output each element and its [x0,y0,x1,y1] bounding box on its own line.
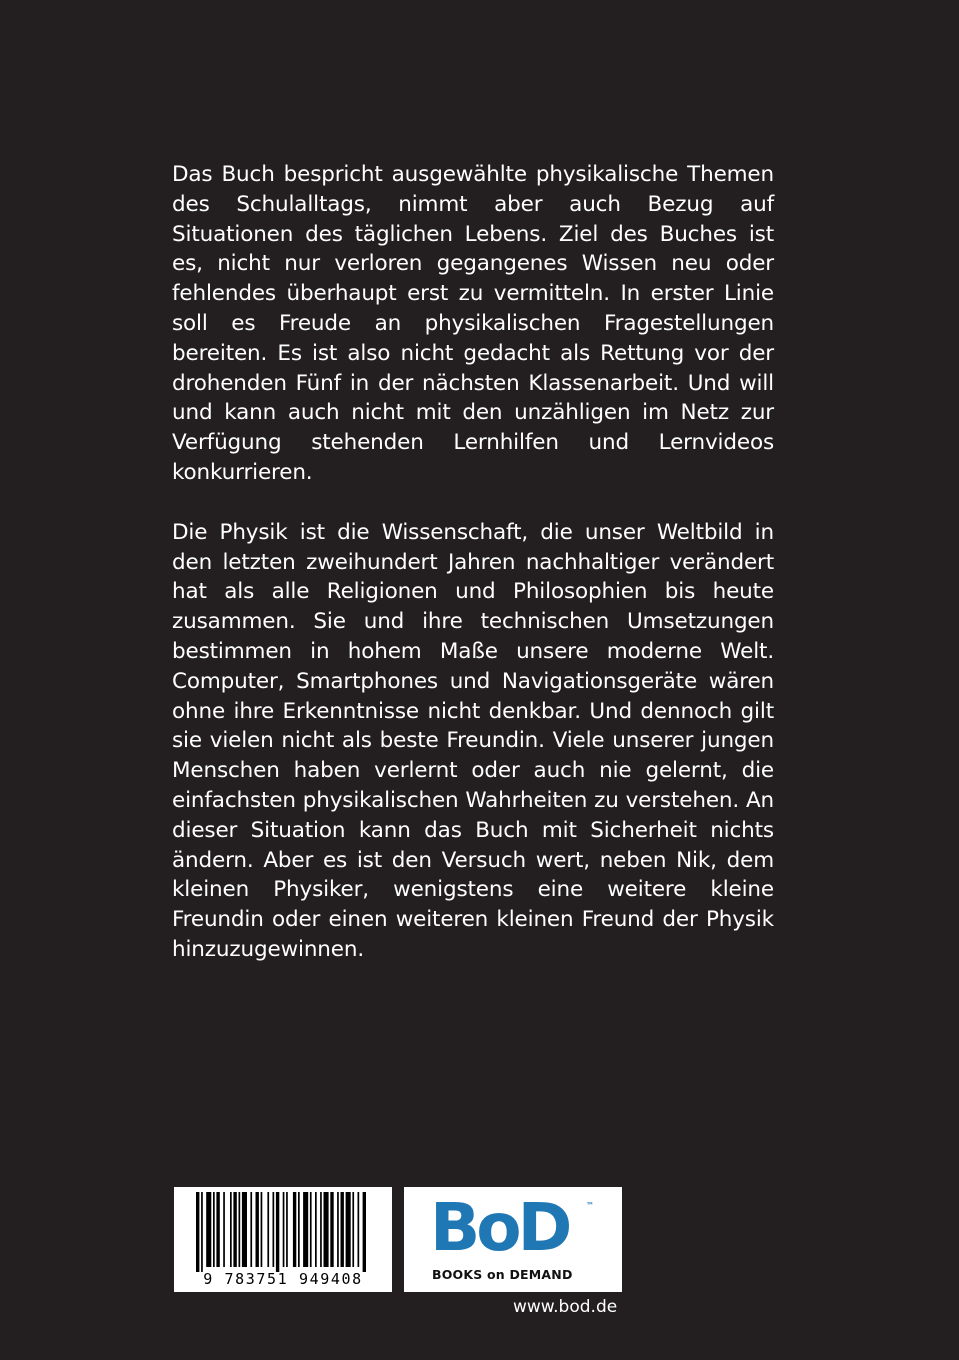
barcode-bar [286,1192,288,1267]
barcode-bar [201,1192,203,1272]
barcode-bar [242,1192,247,1267]
barcode-bar [363,1192,366,1272]
isbn-barcode [174,1187,392,1292]
back-cover-blurb [172,160,774,965]
barcode-bar [324,1192,329,1267]
barcode-bar [261,1192,263,1267]
barcode-bar [303,1192,308,1267]
barcode-bar [310,1192,312,1267]
barcode-bar [233,1192,236,1267]
barcode-bar [196,1192,199,1272]
barcode-bar [213,1192,215,1267]
barcode-bar [341,1192,344,1267]
barcode-bar [239,1192,241,1267]
blurb-paragraph-2: Die Physik ist die Wissenschaft, die unser Weltbild in den letzten zweihundert Jahren nachhaltiger verändert hat als alle Religionen und Philosophien bis heute zusammen. Sie und ihre technischen Umsetzungen bestimmen in hohem Maße unsere moderne Welt. Computer, Smartphones und Navigationsgeräte wären ohne ihre Erkenntnisse nicht denkbar. Und dennoch gilt sie vielen nicht als beste Freundin. Viele unserer jungen Menschen haben verlernt oder auch nie gelernt, die einfachsten physikalischen Wahrheiten zu verstehen. An dieser Situation kann das Buch mit Sicherheit nichts ändern. Aber es ist den Versuch wert, neben Nik, dem kleinen Physiker, wenigstens eine weitere kleine Freundin oder einen weiteren kleinen Freund der Physik hinzuzugewinnen. [172,519,774,962]
barcode-bar [273,1192,275,1267]
barcode-bar [315,1192,317,1267]
publisher-website: www.bod.de [513,1297,618,1317]
barcode-bar [206,1192,211,1267]
barcode-bar [216,1192,219,1267]
barcode-bar [256,1192,259,1267]
barcode-bar [276,1192,279,1272]
barcode-bar [358,1192,360,1267]
publisher-logo [404,1187,622,1292]
barcode-bar [346,1192,351,1267]
barcode-bar [352,1192,354,1267]
barcode-bar [337,1192,339,1267]
publisher-tagline: BOOKS on DEMAND [432,1267,573,1282]
barcode-bar [230,1192,232,1267]
barcode-bar [267,1192,269,1267]
barcode-bar [223,1192,225,1267]
bod-logo-text: BoD [430,1189,569,1266]
trademark-symbol: ™ [586,1201,594,1210]
isbn-digits: 9 783751 949408 [203,1270,363,1288]
barcode-bar [320,1192,322,1267]
barcode-bar [283,1192,285,1267]
barcode-bar [293,1192,296,1267]
barcode-bar [298,1192,300,1267]
blurb-paragraph-1: Das Buch bespricht ausgewählte physikalische Themen des Schulalltags, nimmt aber auch Bezug auf Situationen des täglichen Lebens. Ziel des Buches ist es, nicht nur verloren gegangenes Wissen neu oder fehlendes überhaupt erst zu vermitteln. In erster Linie soll es Freude an physikalischen Fragestellungen bereiten. Es ist also nicht gedacht als Rettung vor der drohenden Fünf in der nächsten Klassenarbeit. Und will und kann auch nicht mit den unzähligen im Netz zur Verfügung stehenden Lernhilfen und Lernvideos konkurrieren. [172,162,774,485]
barcode-bar [330,1192,333,1267]
barcode-bar [250,1192,252,1267]
